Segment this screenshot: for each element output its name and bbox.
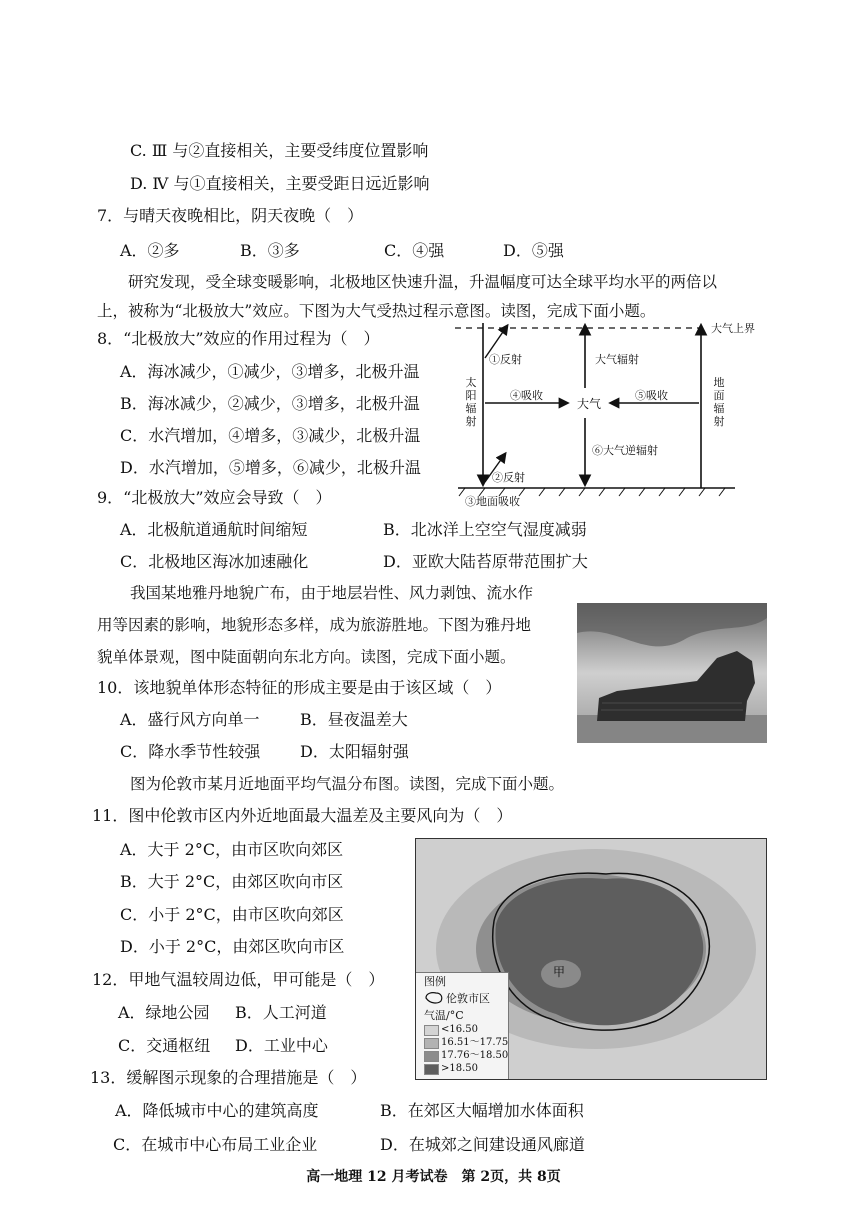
jia-label: 甲 bbox=[553, 965, 566, 979]
q13-option-d: D．在城郊之间建设通风廊道 bbox=[380, 1135, 585, 1154]
map-legend bbox=[416, 972, 509, 1080]
reflection-1-label: ①反射 bbox=[489, 353, 522, 366]
q8-option-b: B．海冰减少，②减少，③增多，北极升温 bbox=[120, 394, 420, 413]
q11-option-d: D．小于 2°C，由郊区吹向市区 bbox=[120, 937, 345, 956]
legend-range-2: 16.51～17.75 bbox=[441, 1037, 509, 1048]
q9-stem: 9．“北极放大”效应会导致（ ） bbox=[97, 488, 332, 507]
atmosphere-heating-diagram bbox=[455, 318, 785, 508]
q7-stem: 7．与晴天夜晚相比，阴天夜晚（ ） bbox=[97, 206, 364, 225]
passage-3: 图为伦敦市某月近地面平均气温分布图。读图，完成下面小题。 bbox=[130, 775, 565, 793]
q11-stem: 11．图中伦敦市区内外近地面最大温差及主要风向为（ ） bbox=[92, 806, 513, 825]
counter-radiation-label: ⑥大气逆辐射 bbox=[592, 444, 658, 457]
q7-option-b: B．③多 bbox=[240, 241, 300, 260]
ground-absorption-label: ③地面吸收 bbox=[465, 495, 520, 508]
q12-option-c: C．交通枢纽 bbox=[118, 1036, 211, 1055]
q13-stem: 13．缓解图示现象的合理措施是（ ） bbox=[90, 1068, 367, 1087]
q11-option-a: A．大于 2°C，由市区吹向郊区 bbox=[120, 840, 344, 859]
q6-option-d: D. Ⅳ 与①直接相关，主要受距日远近影响 bbox=[130, 174, 430, 193]
temperature-title: 气温/°C bbox=[424, 1009, 464, 1022]
passage-2-line-3: 貌单体景观，图中陡面朝向东北方向。读图，完成下面小题。 bbox=[97, 648, 516, 666]
yardang-photo bbox=[577, 603, 767, 743]
legend-swatch-2 bbox=[424, 1038, 439, 1049]
q7-option-d: D．⑤强 bbox=[503, 241, 564, 260]
top-of-atmosphere-label: 大气上界 bbox=[711, 322, 755, 335]
ground-radiation-label: 地面辐射 bbox=[713, 376, 725, 428]
legend-swatch-3 bbox=[424, 1051, 439, 1062]
q10-option-c: C．降水季节性较强 bbox=[120, 742, 261, 761]
q6-option-c: C. Ⅲ 与②直接相关，主要受纬度位置影响 bbox=[130, 141, 429, 160]
q13-option-a: A．降低城市中心的建筑高度 bbox=[115, 1101, 319, 1120]
q7-option-c: C．④强 bbox=[384, 241, 445, 260]
q13-option-c: C．在城市中心布局工业企业 bbox=[113, 1135, 318, 1154]
passage-2-line-1: 我国某地雅丹地貌广布，由于地层岩性、风力剥蚀、流水作 bbox=[130, 584, 534, 602]
city-boundary-icon bbox=[424, 991, 444, 1005]
q12-stem: 12．甲地气温较周边低，甲可能是（ ） bbox=[92, 970, 385, 989]
q7-option-a: A．②多 bbox=[120, 241, 180, 260]
legend-swatch-4 bbox=[424, 1064, 439, 1075]
q13-option-b: B．在郊区大幅增加水体面积 bbox=[380, 1101, 584, 1120]
q9-option-b: B．北冰洋上空空气湿度减弱 bbox=[383, 520, 587, 539]
legend-range-1: <16.50 bbox=[441, 1024, 479, 1035]
reflection-2-label: ②反射 bbox=[492, 471, 525, 484]
q11-option-b: B．大于 2°C，由郊区吹向市区 bbox=[120, 872, 344, 891]
q12-option-b: B．人工河道 bbox=[235, 1003, 327, 1022]
q8-option-d: D．水汽增加，⑤增多，⑥减少，北极升温 bbox=[120, 458, 421, 477]
atmosphere-label: 大气 bbox=[577, 397, 602, 411]
q9-option-a: A．北极航道通航时间缩短 bbox=[120, 520, 308, 539]
q10-stem: 10．该地貌单体形态特征的形成主要是由于该区域（ ） bbox=[97, 678, 502, 697]
passage-1-line-2: 上，被称为“北极放大”效应。下图为大气受热过程示意图。读图，完成下面小题。 bbox=[97, 302, 656, 320]
passage-1-line-1: 研究发现，受全球变暖影响，北极地区快速升温，升温幅度可达全球平均水平的两倍以 bbox=[128, 273, 718, 291]
london-temperature-map bbox=[415, 838, 767, 1080]
q9-option-d: D．亚欧大陆苔原带范围扩大 bbox=[383, 552, 588, 571]
absorb-5-label: ⑤吸收 bbox=[635, 389, 668, 402]
q8-option-c: C．水汽增加，④增多，③减少，北极升温 bbox=[120, 426, 421, 445]
solar-radiation-label: 太阳辐射 bbox=[465, 376, 477, 428]
page-footer: 高一地理 12 月考试卷 第 2页，共 8页 bbox=[306, 1169, 561, 1185]
q10-option-d: D．太阳辐射强 bbox=[300, 742, 409, 761]
yardang-illustration bbox=[577, 603, 767, 743]
legend-range-4: >18.50 bbox=[441, 1063, 479, 1074]
absorb-4-label: ④吸收 bbox=[510, 389, 543, 402]
q12-option-d: D．工业中心 bbox=[235, 1036, 328, 1055]
q9-option-c: C．北极地区海冰加速融化 bbox=[120, 552, 309, 571]
city-legend-label: 伦敦市区 bbox=[446, 992, 490, 1005]
passage-2-line-2: 用等因素的影响，地貌形态多样，成为旅游胜地。下图为雅丹地 bbox=[97, 616, 532, 634]
legend-swatch-1 bbox=[424, 1025, 439, 1036]
q10-option-b: B．昼夜温差大 bbox=[300, 710, 408, 729]
legend-title: 图例 bbox=[424, 975, 446, 988]
atmospheric-radiation-label: 大气辐射 bbox=[595, 353, 639, 366]
legend-range-3: 17.76～18.50 bbox=[441, 1050, 509, 1061]
q8-option-a: A．海冰减少，①减少，③增多，北极升温 bbox=[120, 362, 420, 381]
q8-stem: 8．“北极放大”效应的作用过程为（ ） bbox=[97, 329, 380, 348]
q12-option-a: A．绿地公园 bbox=[118, 1003, 210, 1022]
q11-option-c: C．小于 2°C，由市区吹向郊区 bbox=[120, 905, 344, 924]
q10-option-a: A．盛行风方向单一 bbox=[120, 710, 260, 729]
